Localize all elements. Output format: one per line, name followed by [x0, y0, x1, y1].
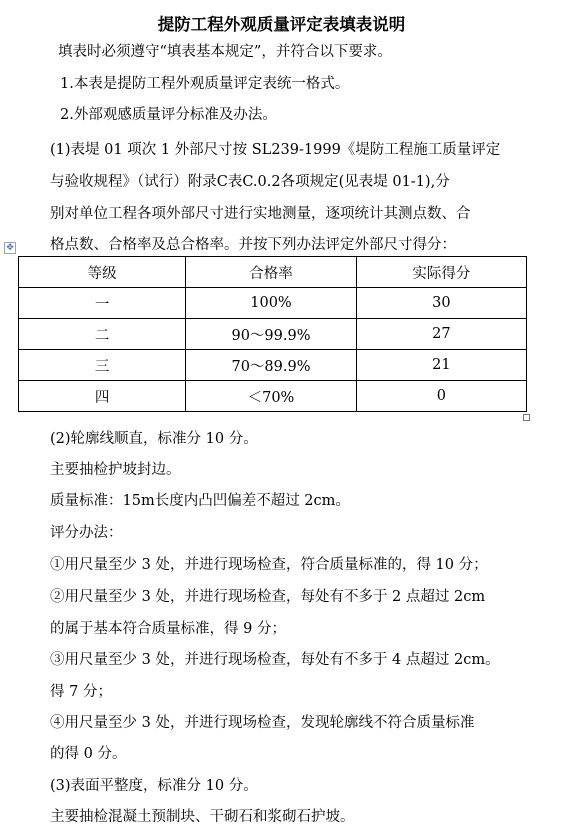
table-header-cell: 实际得分	[356, 257, 526, 288]
paragraph-line: 的属于基本符合质量标准，得 9 分；	[50, 621, 286, 637]
paragraph-line: 填表时必须遵守“填表基本规定”，并符合以下要求。	[58, 44, 392, 60]
table-row	[19, 288, 527, 319]
paragraph-line: 与验收规程》（试行）附录C表C.0.2各项规定(见表堤 01-1),分	[50, 174, 450, 190]
paragraph-line: 的得 0 分。	[50, 746, 127, 762]
table-row	[19, 319, 527, 350]
table-header-cell: 等级	[19, 257, 186, 288]
paragraph-line: (2)轮廓线顺直，标准分 10 分。	[50, 431, 258, 447]
table-cell: 二	[19, 319, 186, 350]
paragraph-line: 质量标准：15m长度内凸凹偏差不超过 2cm。	[50, 493, 350, 509]
paragraph-line: ④用尺量至少 3 处，并进行现场检查，发现轮廓线不符合质量标准	[50, 715, 475, 731]
paragraph-line: ②用尺量至少 3 处，并进行现场检查，每处有不多于 2 点超过 2cm	[50, 589, 486, 605]
paragraph-line: 评分办法：	[50, 525, 123, 541]
paragraph-line: ③用尺量至少 3 处，并进行现场检查，每处有不多于 4 点超过 2cm。	[50, 652, 500, 668]
table-cell: 90～99.9%	[186, 319, 356, 350]
table-row	[19, 381, 527, 412]
table-cell: 27	[356, 319, 526, 350]
table-move-handle-icon[interactable]: ✥	[4, 242, 16, 254]
table-header-row	[19, 257, 527, 288]
paragraph-line: (1)表堤 01 项次 1 外部尺寸按 SL239-1999《堤防工程施工质量评定	[50, 142, 501, 158]
paragraph-line: 格点数、合格率及总合格率。并按下列办法评定外部尺寸得分：	[50, 237, 456, 253]
table-resize-handle[interactable]	[523, 414, 530, 421]
table-cell: 三	[19, 350, 186, 381]
table-row	[19, 350, 527, 381]
table-cell: 0	[356, 381, 526, 412]
paragraph-line: (3)表面平整度，标准分 10 分。	[50, 778, 258, 794]
table-cell: 21	[356, 350, 526, 381]
table-cell: ＜70%	[186, 381, 356, 412]
paragraph-line: 别对单位工程各项外部尺寸进行实地测量，逐项统计其测点数、合	[50, 206, 471, 222]
paragraph-line: 主要抽检混凝土预制块、干砌石和浆砌石护坡。	[50, 809, 355, 825]
table-cell: 70～89.9%	[186, 350, 356, 381]
table-cell: 一	[19, 288, 186, 319]
table-header-cell: 合格率	[186, 257, 356, 288]
paragraph-line: ①用尺量至少 3 处，并进行现场检查，符合质量标准的，得 10 分；	[50, 557, 488, 573]
paragraph-line: 1.本表是提防工程外观质量评定表统一格式。	[60, 76, 350, 92]
score-table	[18, 256, 527, 412]
paragraph-line: 主要抽检护坡封边。	[50, 462, 181, 478]
paragraph-line: 得 7 分；	[50, 684, 112, 700]
table-cell: 四	[19, 381, 186, 412]
table-cell: 100%	[186, 288, 356, 319]
table-cell: 30	[356, 288, 526, 319]
document-title: 提防工程外观质量评定表填表说明	[157, 15, 406, 34]
paragraph-line: 2.外部观感质量评分标准及办法。	[60, 107, 277, 123]
